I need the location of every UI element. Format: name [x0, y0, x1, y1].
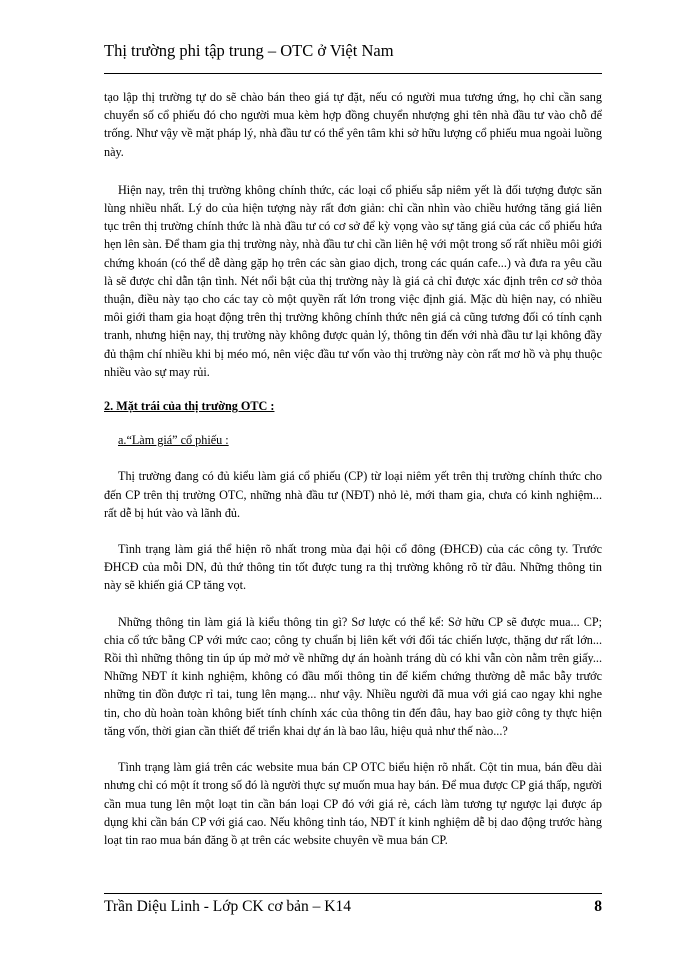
paragraph-4: Tình trạng làm giá thể hiện rõ nhất trong mùa đại hội cổ đông (ĐHCĐ) của các công ty. Trước ĐHCĐ của mỗi DN, đủ thứ thông tin tốt được tung ra thị trường không rõ từ đâu. Những thông tin này sẽ khiến giá CP tăng vọt. — [104, 542, 602, 593]
sub-heading — [104, 431, 602, 449]
paragraph-2: Hiện nay, trên thị trường không chính thức, các loại cổ phiếu sắp niêm yết là đối tượng được săn lùng nhiều nhất. Lý do của hiện tượng này rất đơn giản: chỉ cần nhìn vào chiều hướng tăng giá liên tục trên thị trường chính thức là nhà đầu tư có cơ sở để kỳ vọng vào sự tăng giá của các cổ phiếu hứa hẹn lên sàn. Để tham gia thị trường này, nhà đầu tư chỉ cần liên hệ với một trong số rất nhiều môi giới chứng khoán (có thể dễ dàng gặp họ trên các sàn giao dịch, trong các quán cafe...) và đưa ra yêu cầu là sẽ được chỉ dẫn tận tình. Nét nổi bật của thị trường này là giá cả chỉ được xác định trên cơ sở thỏa thuận, điều này tạo cho các tay cò một quyền rất lớn trong việc định giá. Mặc dù hiện nay, có nhiều môi giới tham gia hoạt động trên thị trường không chính thức nên giá cả cũng tương đối có tính cạnh tranh, nhưng hiện nay, thị trường này không được quản lý, thông tin đến với nhà đầu tư lại không đầy đủ thậm chí nhiều khi bị méo mó, nên việc đầu tư vốn vào thị trường này còn rất mơ hồ và phụ thuộc nhiều vào sự may rủi. — [104, 182, 602, 379]
footer-author: Trần Diệu Linh - Lớp CK cơ bản – K14 — [104, 898, 352, 915]
page-number: 8 — [594, 898, 602, 915]
sub-heading-text: a.“Làm giá” cổ phiếu : — [118, 433, 229, 448]
footer-divider — [104, 893, 602, 894]
paragraph-5: Những thông tin làm giá là kiểu thông tin gì? Sơ lược có thể kể: Sở hữu CP sẽ được mua... CP; chia cổ tức bằng CP với mức cao; công ty chuẩn bị liên kết với đối tác chiến lược, thặng dư rất lớn... Rồi thì những thông tin úp úp mở mở về những dự án hoành tráng dù có khi vẫn còn nằm trên giấy... Những NĐT ít kinh nghiệm, không có đầu mối thông tin để kiểm chứng thường dễ mắc bẫy trước những tin đồn được rỉ tai, tung lên mạng... như vậy. Nhiều người đã mua với giá cao ngay khi nghe tin, cho dù hoàn toàn không biết tính chính xác của thông tin đến đâu, hay bao giờ công ty thực hiện tăng vốn, thời gian cần thiết để triển khai dự án là bao lâu, hiệu quả như thế nào...? — [104, 614, 602, 738]
page-header-title: Thị trường phi tập trung – OTC ở Việt Nam — [104, 41, 394, 60]
paragraph-1: tạo lập thị trường tự do sẽ chào bán theo giá tự đặt, nếu có người mua tương ứng, họ chỉ cần sang chuyển số cổ phiếu đó cho người mua kèm hợp đồng chuyển nhượng ghi tên nhà đầu tư vào chỗ để trống. Như vậy về mặt pháp lý, nhà đầu tư có thể yên tâm khi sở hữu lượng cổ phiếu mua ngoài luồng này. — [104, 90, 602, 159]
paragraph-6: Tình trạng làm giá trên các website mua bán CP OTC biểu hiện rõ nhất. Cột tin mua, bán đều dài nhưng chỉ có một ít trong số đó là người thực sự muốn mua hay bán. Để mua được CP giá thấp, người cần mua tung lên một loạt tin cần bán loại CP đó với giá rẻ, cách làm tương tự ngược lại được áp dụng khi cần bán CP với giá cao. Nếu không tỉnh táo, NĐT ít kinh nghiệm dễ bị dao động trước hàng loạt tin rao mua bán đăng ồ ạt trên các website chuyên về mua bán CP. — [104, 760, 602, 847]
document-body — [104, 88, 602, 849]
paragraph-3: Thị trường đang có đủ kiểu làm giá cổ phiếu (CP) từ loại niêm yết trên thị trường chính thức cho đến CP trên thị trường OTC, những nhà đầu tư (NĐT) nhỏ lẻ, mới tham gia, chưa có kinh nghiệm... rất dễ bị hút vào và lãnh đủ. — [104, 469, 602, 520]
header-divider — [104, 73, 602, 74]
section-heading: 2. Mặt trái của thị trường OTC : — [104, 399, 275, 414]
